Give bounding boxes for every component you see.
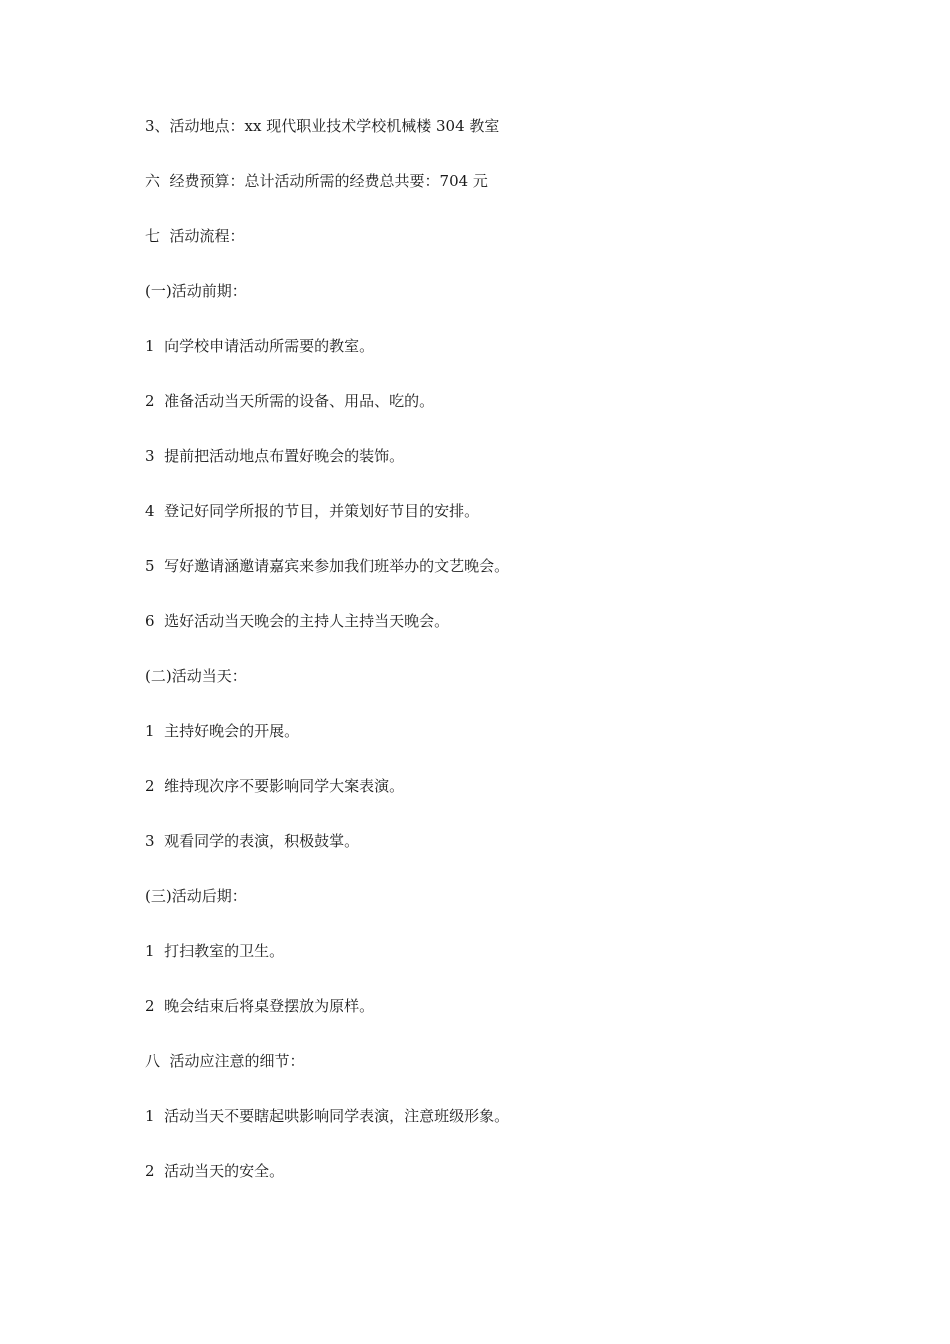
list-item: 3 提前把活动地点布置好晚会的装饰。 — [145, 447, 405, 465]
list-item: 6 选好活动当天晚会的主持人主持当天晚会。 — [145, 612, 450, 630]
list-item: 1 活动当天不要瞎起哄影响同学表演，注意班级形象。 — [145, 1107, 510, 1125]
pre-event-heading: (一)活动前期： — [145, 282, 247, 300]
list-item: 2 活动当天的安全。 — [145, 1162, 285, 1180]
list-item: 5 写好邀请涵邀请嘉宾来参加我们班举办的文艺晚会。 — [145, 557, 510, 575]
list-item: 2 维持现次序不要影响同学大案表演。 — [145, 777, 405, 795]
list-item: 1 主持好晚会的开展。 — [145, 722, 300, 740]
post-event-heading: (三)活动后期： — [145, 887, 247, 905]
list-item: 1 打扫教室的卫生。 — [145, 942, 285, 960]
event-day-heading: (二)活动当天： — [145, 667, 247, 685]
process-heading: 七 活动流程： — [145, 227, 245, 245]
budget-line: 六 经费预算：总计活动所需的经费总共要：704 元 — [145, 172, 488, 190]
list-item: 2 晚会结束后将桌登摆放为原样。 — [145, 997, 375, 1015]
list-item: 4 登记好同学所报的节目，并策划好节目的安排。 — [145, 502, 480, 520]
document-body — [145, 113, 845, 1213]
list-item: 2 准备活动当天所需的设备、用品、吃的。 — [145, 392, 435, 410]
notes-heading: 八 活动应注意的细节： — [145, 1052, 305, 1070]
list-item: 3 观看同学的表演，积极鼓掌。 — [145, 832, 360, 850]
list-item: 1 向学校申请活动所需要的教室。 — [145, 337, 375, 355]
venue-line: 3、活动地点：xx 现代职业技术学校机械楼 304 教室 — [145, 117, 500, 135]
